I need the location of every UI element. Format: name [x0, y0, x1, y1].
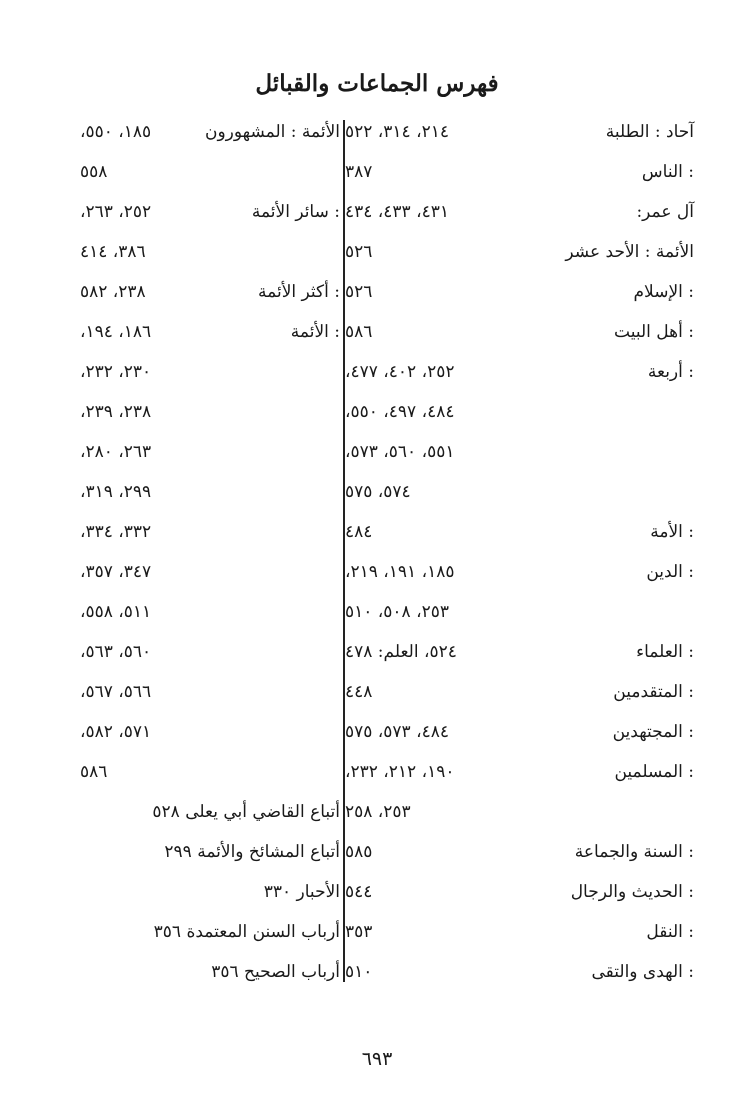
page-title: فهرس الجماعات والقبائل: [255, 70, 499, 97]
entry-label: الأئمة : الأحد عشر: [565, 242, 694, 262]
entry-label: : المتقدمين: [613, 682, 694, 702]
index-entry: [0, 840, 754, 880]
entry-label: : النقل: [646, 922, 694, 942]
entry-page-numbers: ٥٥١، ٥٦٠، ٥٧٣،: [345, 442, 455, 462]
entry-page-numbers: ٢٣٨، ٥٨٢: [80, 282, 146, 302]
page-number: ٦٩٣: [361, 1048, 393, 1070]
entry-page-numbers: ٥٦٠، ٥٦٣،: [80, 642, 152, 662]
entry-page-numbers: ٥٨٦: [345, 322, 373, 342]
entry-label: الأئمة : المشهورون: [204, 122, 340, 142]
index-entry: [0, 120, 754, 160]
entry-page-numbers: ٥٢٦: [345, 242, 373, 262]
entry-page-numbers: ٥١٠: [345, 962, 373, 982]
entry-label: آحاد : الطلبة: [605, 122, 694, 142]
entry-page-numbers: ٢٣٠، ٢٣٢،: [80, 362, 152, 382]
entry-label: : المسلمين: [614, 762, 694, 782]
entry-page-numbers: ١٩٠، ٢١٢، ٢٣٢،: [345, 762, 455, 782]
index-entry: [0, 560, 754, 600]
entry-label: : السنة والجماعة: [574, 842, 694, 862]
entry-page-numbers: ٢١٤، ٣١٤، ٥٢٢: [345, 122, 449, 142]
index-entry: [0, 600, 754, 640]
entry-page-numbers: ٥٨٥: [345, 842, 373, 862]
index-entry: [0, 400, 754, 440]
entry-label: : سائر الأئمة: [251, 202, 340, 222]
entry-page-numbers: ٤٨٤، ٤٩٧، ٥٥٠،: [345, 402, 455, 422]
entry-label: : العلماء: [636, 642, 694, 662]
index-entry: [0, 720, 754, 760]
entry-page-numbers: ٤٨٤: [345, 522, 373, 542]
entry-page-numbers: ٢٥٣، ٢٥٨: [345, 802, 411, 822]
entry-page-numbers: ٥٤٤: [345, 882, 373, 902]
entry-page-numbers: ٥٧١، ٥٨٢،: [80, 722, 152, 742]
entry-page-numbers: ٣٨٧: [345, 162, 373, 182]
entry-page-numbers: ٢٦٣، ٢٨٠،: [80, 442, 152, 462]
index-entry: [0, 200, 754, 240]
entry-page-numbers: ٥٦٦، ٥٦٧،: [80, 682, 152, 702]
entry-page-numbers: ٤٤٨: [345, 682, 373, 702]
index-entry: [0, 680, 754, 720]
index-entry: [0, 160, 754, 200]
entry-page-numbers: ٤٨٤، ٥٧٣، ٥٧٥: [345, 722, 449, 742]
entry-label: : الدين: [646, 562, 694, 582]
entry-page-numbers: ١٨٥، ٥٥٠،: [80, 122, 152, 142]
entry-text: الأحبار ٣٣٠: [263, 882, 340, 902]
entry-label: : الهدى والتقى: [591, 962, 694, 982]
entry-page-numbers: ٢٥٣، ٥٠٨، ٥١٠: [345, 602, 449, 622]
index-entry: [0, 880, 754, 920]
index-entry: [0, 960, 754, 1000]
entry-page-numbers: ٢٥٢، ٤٠٢، ٤٧٧،: [345, 362, 455, 382]
index-entry: [0, 640, 754, 680]
entry-text: أرباب السنن المعتمدة ٣٥٦: [153, 922, 340, 942]
entry-page-numbers: ٢٥٢، ٢٦٣،: [80, 202, 152, 222]
index-entry: [0, 440, 754, 480]
entry-label: آل عمر:: [636, 202, 694, 222]
entry-label: : أهل البيت: [614, 322, 694, 342]
index-entry: [0, 480, 754, 520]
index-entry: [0, 320, 754, 360]
entry-page-numbers: ٥٨٦: [80, 762, 108, 782]
index-entry: [0, 800, 754, 840]
entry-page-numbers: ٥٧٤، ٥٧٥: [345, 482, 411, 502]
entry-text: أرباب الصحيح ٣٥٦: [211, 962, 340, 982]
index-entry: [0, 360, 754, 400]
index-entry: [0, 760, 754, 800]
entry-label: : الإسلام: [633, 282, 694, 302]
entry-label: : أكثر الأئمة: [258, 282, 340, 302]
entry-page-numbers: ٢٣٨، ٢٣٩،: [80, 402, 152, 422]
entry-label: : الأمة: [650, 522, 694, 542]
entry-page-numbers: ٣٥٣: [345, 922, 373, 942]
entry-page-numbers: ٥١١، ٥٥٨،: [80, 602, 152, 622]
index-entry: [0, 280, 754, 320]
entry-page-numbers: ٣٤٧، ٣٥٧،: [80, 562, 152, 582]
entry-page-numbers: ٥٥٨: [80, 162, 108, 182]
entry-page-numbers: ٣٨٦، ٤١٤: [80, 242, 146, 262]
entry-page-numbers: ٢٩٩، ٣١٩،: [80, 482, 152, 502]
entry-label: : الناس: [641, 162, 694, 182]
entry-label: : الحديث والرجال: [570, 882, 694, 902]
entry-page-numbers: ٣٣٢، ٣٣٤،: [80, 522, 152, 542]
entry-text: أتباع القاضي أبي يعلى ٥٢٨: [152, 802, 340, 822]
entry-label: : الأئمة: [290, 322, 340, 342]
index-entry: [0, 240, 754, 280]
entry-text: أتباع المشائخ والأئمة ٢٩٩: [164, 842, 340, 862]
entry-label: : أربعة: [647, 362, 694, 382]
entry-page-numbers: ٥٢٤، العلم: ٤٧٨: [345, 642, 457, 662]
entry-label: : المجتهدين: [612, 722, 694, 742]
index-entry: [0, 920, 754, 960]
index-entry: [0, 520, 754, 560]
entry-page-numbers: ١٨٦، ١٩٤،: [80, 322, 152, 342]
entry-page-numbers: ١٨٥، ١٩١، ٢١٩،: [345, 562, 455, 582]
entry-page-numbers: ٥٢٦: [345, 282, 373, 302]
entry-page-numbers: ٤٣١، ٤٣٣، ٤٣٤: [345, 202, 449, 222]
